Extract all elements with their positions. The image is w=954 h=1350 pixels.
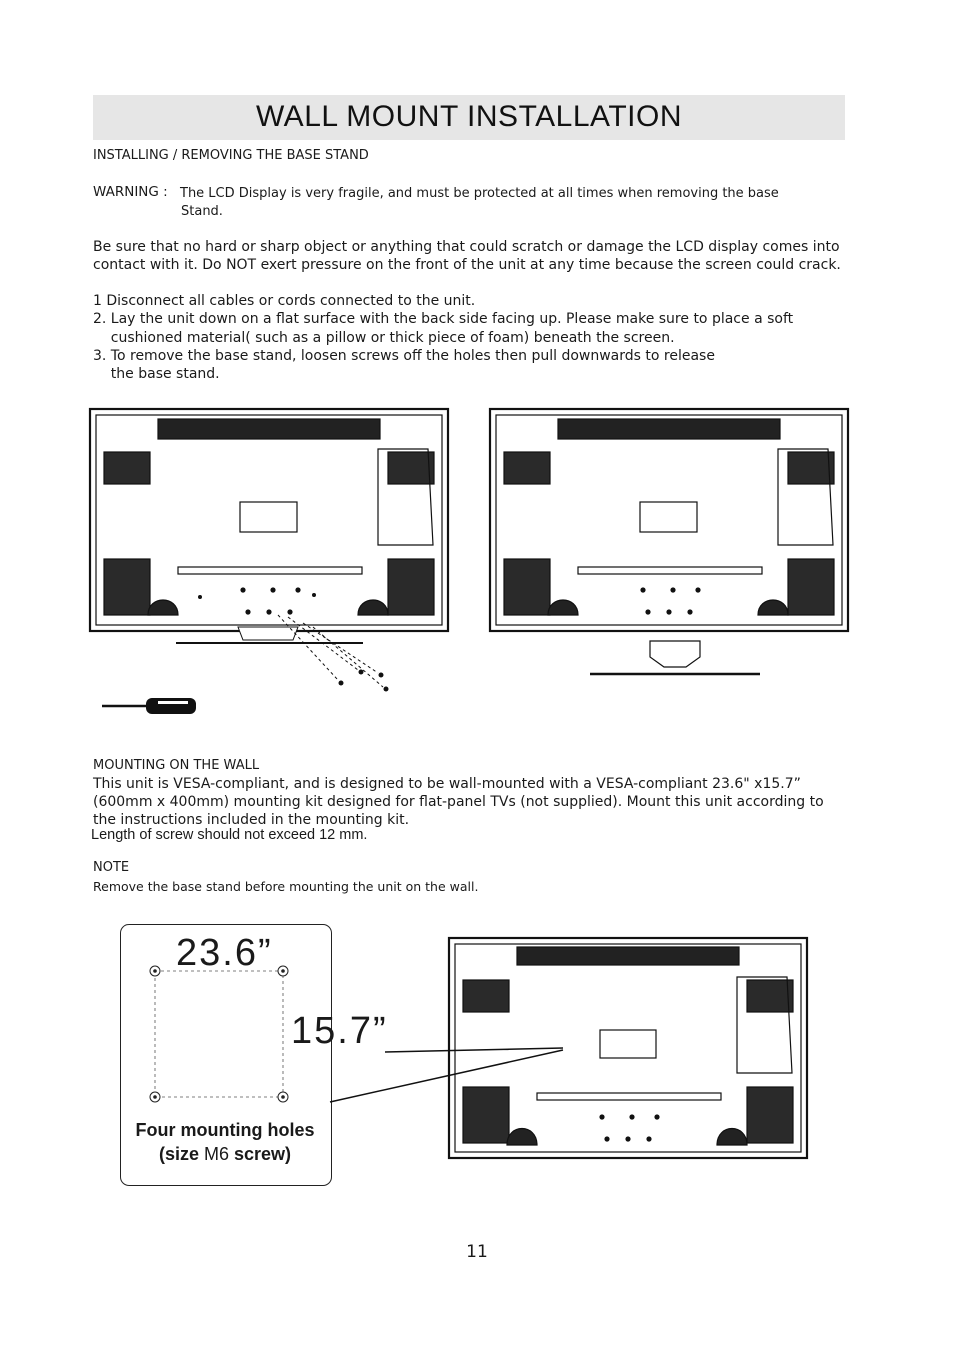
- page-number: 11: [466, 1242, 488, 1262]
- tv-back-with-stand-illustration: [88, 405, 453, 695]
- hole-pattern-diagram: [145, 962, 295, 1107]
- step-1: 1 Disconnect all cables or cords connected to the unit.: [93, 293, 476, 309]
- tv-back-stand-removed-illustration: [488, 405, 853, 685]
- page-title: WALL MOUNT INSTALLATION: [255, 100, 682, 133]
- vesa-line-1: This unit is VESA-compliant, and is designed to be wall-mounted with a VESA-compliant 23.6" x15.7”: [93, 776, 801, 792]
- step-2-cont: cushioned material( such as a pillow or thick piece of foam) beneath the screen.: [93, 330, 675, 346]
- warning-line-2: Stand.: [181, 204, 223, 219]
- vesa-line-3: the instructions included in the mounting kit.: [93, 812, 410, 828]
- warning-text: [180, 185, 820, 221]
- caution-line-2: contact with it. Do NOT exert pressure on the front of the unit at any time because the screen could crack.: [93, 257, 841, 273]
- note-heading: NOTE: [93, 860, 130, 875]
- screw-length-note: Length of screw should not exceed 12 mm.: [91, 827, 368, 843]
- section-heading-wall: MOUNTING ON THE WALL: [93, 758, 260, 773]
- warning-line-1: The LCD Display is very fragile, and must be protected at all times when removing the base: [180, 186, 779, 201]
- section-heading-install: INSTALLING / REMOVING THE BASE STAND: [93, 148, 369, 163]
- caption-screw-size: M6: [203, 1144, 229, 1164]
- step-3-cont: the base stand.: [93, 366, 220, 382]
- mounting-holes-caption: [120, 1118, 330, 1166]
- tv-back-wall-mount-illustration: [447, 935, 812, 1163]
- note-text: Remove the base stand before mounting the unit on the wall.: [93, 879, 479, 894]
- step-3: 3. To remove the base stand, loosen screws off the holes then pull downwards to release: [93, 348, 715, 364]
- caption-line-2: [120, 1142, 330, 1166]
- caution-line-1: Be sure that no hard or sharp object or anything that could scratch or damage the LCD display comes into: [93, 239, 840, 255]
- caption-line-1: Four mounting holes: [135, 1120, 315, 1140]
- screwdriver-icon: [100, 693, 200, 719]
- vesa-line-2: (600mm x 400mm) mounting kit designed for flat-panel TVs (not supplied). Mount this unit according to: [93, 794, 824, 810]
- caption-suffix: screw): [229, 1144, 292, 1164]
- height-dimension-label: 15.7”: [291, 1010, 388, 1052]
- width-dimension-label: 23.6”: [176, 932, 273, 974]
- step-2: 2. Lay the unit down on a flat surface with the back side facing up. Please make sure to place a soft: [93, 311, 794, 327]
- caption-prefix: (size: [158, 1144, 204, 1164]
- warning-label: WARNING :: [93, 184, 168, 200]
